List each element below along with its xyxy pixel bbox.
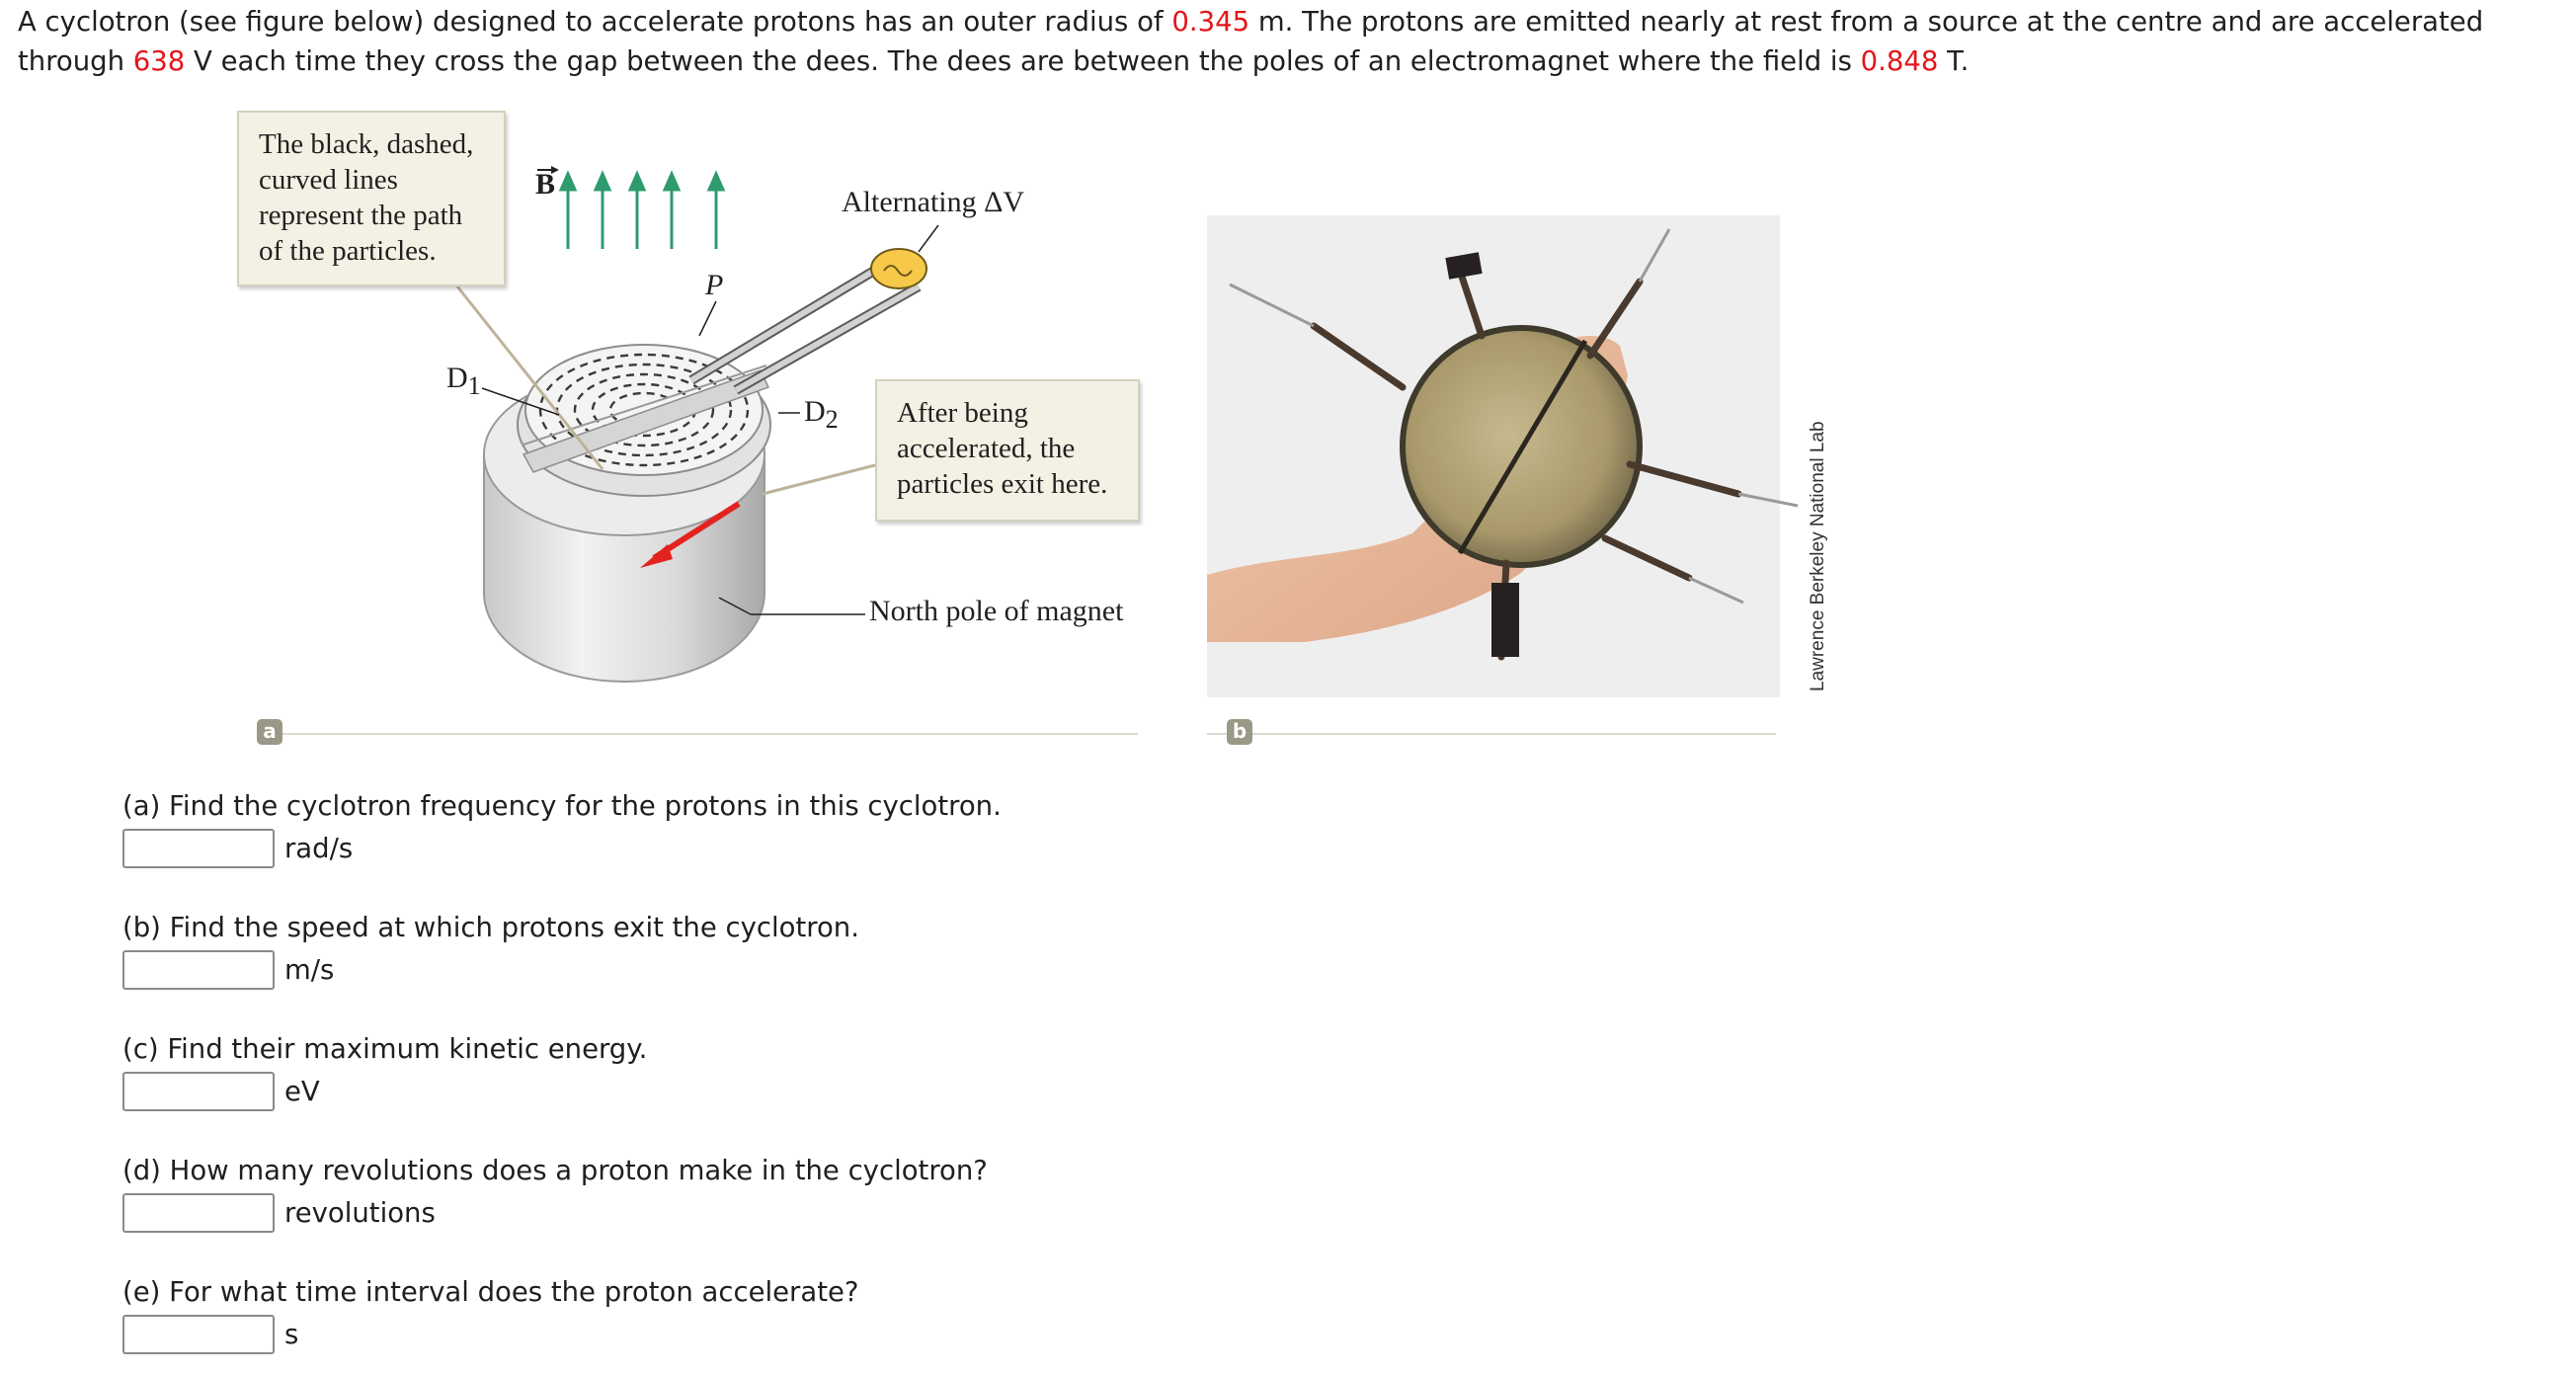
photo-credit: Lawrence Berkeley National Lab xyxy=(1808,421,1828,691)
problem-text-3: V each time they cross the gap between the dees. The dees are between the poles of an electromagnet where the field is xyxy=(185,45,1861,77)
cyclotron-photo xyxy=(1207,215,1798,697)
question-a-text: (a) Find the cyclotron frequency for the protons in this cyclotron. xyxy=(122,790,1002,822)
question-d-text: (d) How many revolutions does a proton make in the cyclotron? xyxy=(122,1155,988,1186)
radius-value: 0.345 xyxy=(1171,6,1250,38)
figure-a-rule xyxy=(267,733,1138,735)
answer-input-c[interactable] xyxy=(122,1072,275,1111)
alternating-dv-label: Alternating ΔV xyxy=(842,186,1025,218)
d1-label-text: D xyxy=(446,362,468,394)
unit-b: m/s xyxy=(284,954,335,986)
voltage-value: 638 xyxy=(132,45,186,77)
question-c xyxy=(122,1031,647,1112)
question-b-text: (b) Find the speed at which protons exit the cyclotron. xyxy=(122,912,859,943)
question-e xyxy=(122,1274,859,1355)
problem-text-1: A cyclotron (see figure below) designed to accelerate protons has an outer radius of xyxy=(18,6,1172,38)
unit-e: s xyxy=(284,1319,299,1350)
figure-a-badge: a xyxy=(257,719,282,745)
question-b xyxy=(122,910,859,991)
answer-input-e[interactable] xyxy=(122,1315,275,1354)
answer-input-b[interactable] xyxy=(122,950,275,990)
d2-label-text: D xyxy=(804,395,826,428)
answer-row-e xyxy=(122,1314,859,1355)
figure-b-rule xyxy=(1207,733,1776,735)
question-e-text: (e) For what time interval does the proton accelerate? xyxy=(122,1276,859,1308)
answer-input-a[interactable] xyxy=(122,829,275,868)
question-a xyxy=(122,788,1002,869)
answer-row-b xyxy=(122,949,859,991)
unit-c: eV xyxy=(284,1076,320,1107)
problem-text-4: T. xyxy=(1938,45,1970,77)
answer-row-c xyxy=(122,1071,647,1112)
d1-label xyxy=(446,362,481,401)
callout-particle-path: The black, dashed, curved lines represent the path of the particles. xyxy=(237,111,506,286)
answer-row-a xyxy=(122,828,1002,869)
question-d xyxy=(122,1153,988,1234)
unit-d: revolutions xyxy=(284,1197,436,1229)
answer-input-d[interactable] xyxy=(122,1193,275,1233)
p-label: P xyxy=(705,269,724,301)
callout-exit: After being accelerated, the particles exit here. xyxy=(875,379,1140,522)
d2-label xyxy=(804,395,839,435)
question-c-text: (c) Find their maximum kinetic energy. xyxy=(122,1033,648,1065)
ac-source-icon xyxy=(871,249,926,288)
figure-b-badge: b xyxy=(1227,719,1252,745)
unit-a: rad/s xyxy=(284,833,354,864)
problem-text-2: m. The protons are emitted nearly at rest from a source at the centre and are accelerated through xyxy=(18,6,2484,77)
d2-sub: 2 xyxy=(825,405,839,434)
b-field-label: B xyxy=(535,168,556,201)
magnetic-field-arrows xyxy=(561,174,723,249)
field-value: 0.848 xyxy=(1860,45,1939,77)
d1-sub: 1 xyxy=(467,371,481,400)
north-pole-label: North pole of magnet xyxy=(869,595,1124,627)
answer-row-d xyxy=(122,1192,988,1234)
